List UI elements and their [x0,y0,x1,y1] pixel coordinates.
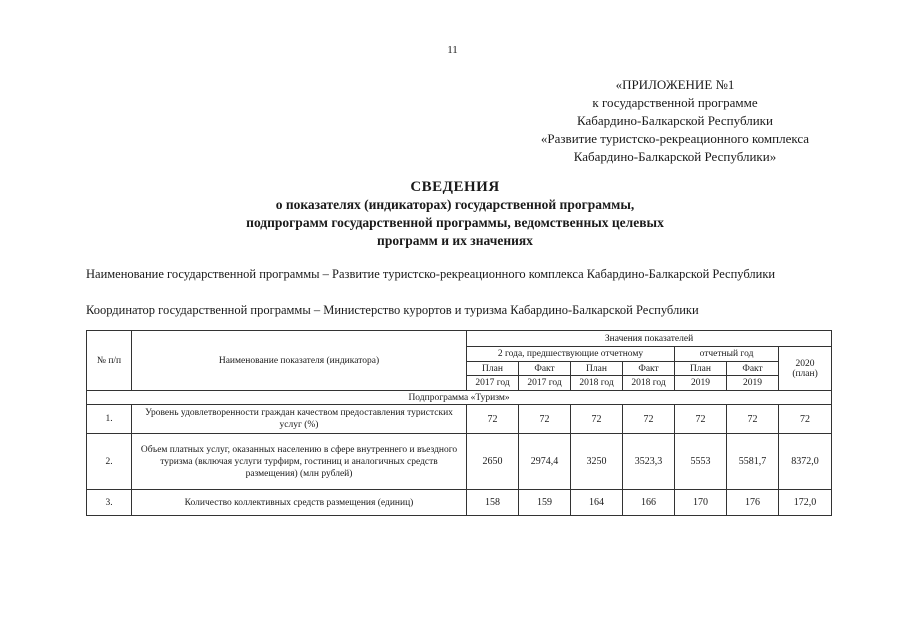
value-cell: 3523,3 [623,434,675,490]
appendix-line: к государственной программе [592,95,758,110]
table-row [87,434,832,490]
header-year: 2019 [727,376,779,391]
subprogram-title: Подпрограмма «Туризм» [87,391,832,405]
value-cell: 176 [727,490,779,516]
header-plan: План [467,362,519,376]
header-fact: Факт [519,362,571,376]
value-cell: 72 [571,405,623,434]
header-fact: Факт [727,362,779,376]
header-plan: План [675,362,727,376]
value-cell: 172,0 [779,490,832,516]
header-values-group: Значения показателей [467,331,832,347]
indicator-name: Количество коллективных средств размещения (единиц) [132,490,467,516]
indicators-table [86,330,832,516]
table-row [87,405,832,434]
header-year: 2017 год [467,376,519,391]
document-subtitle: о показателях (индикаторах) государственной программы, подпрограмм государственной программы, ведомственных целевых программ и их значениях [246,197,664,248]
indicator-name: Объем платных услуг, оказанных населению в сфере внутреннего и въездного туризма (включая услуги турфирм, гостиниц и аналогичных средств размещения) (млн рублей) [132,434,467,490]
program-name: Наименование государственной программы – Развитие туристско-рекреационного комплекса Кабардино-Балкарской Республики [86,267,776,281]
value-cell: 72 [467,405,519,434]
value-cell: 8372,0 [779,434,832,490]
header-prev-years: 2 года, предшествующие отчетному [467,347,675,362]
header-num: № п/п [87,331,132,391]
value-cell: 2974,4 [519,434,571,490]
value-cell: 2650 [467,434,519,490]
title-block [140,178,770,250]
value-cell: 72 [779,405,832,434]
row-num: 1. [87,405,132,434]
value-cell: 72 [727,405,779,434]
value-cell: 170 [675,490,727,516]
value-cell: 72 [623,405,675,434]
header-indicator-name: Наименование показателя (индикатора) [132,331,467,391]
page-number: 11 [447,44,458,56]
header-year: 2017 год [519,376,571,391]
appendix-line: «ПРИЛОЖЕНИЕ №1 [615,77,735,92]
header-fact: Факт [623,362,675,376]
header-report-year: отчетный год [675,347,779,362]
header-plan-2020: 2020 (план) [779,347,832,391]
value-cell: 72 [675,405,727,434]
header-year: 2018 год [623,376,675,391]
value-cell: 159 [519,490,571,516]
appendix-line: Кабардино-Балкарской Республики [577,113,773,128]
header-plan: План [571,362,623,376]
value-cell: 166 [623,490,675,516]
row-num: 3. [87,490,132,516]
value-cell: 158 [467,490,519,516]
program-coordinator: Координатор государственной программы – Министерство курортов и туризма Кабардино-Балкарской Республики [86,303,699,317]
appendix-heading [470,76,880,166]
value-cell: 72 [519,405,571,434]
table-row [87,490,832,516]
value-cell: 5553 [675,434,727,490]
appendix-line: Кабардино-Балкарской Республики» [573,149,777,164]
document-title: СВЕДЕНИЯ [410,179,500,195]
value-cell: 5581,7 [727,434,779,490]
appendix-line: «Развитие туристско-рекреационного комплекса [540,131,810,146]
row-num: 2. [87,434,132,490]
value-cell: 164 [571,490,623,516]
indicator-name: Уровень удовлетворенности граждан качеством предоставления туристских услуг (%) [132,405,467,434]
value-cell: 3250 [571,434,623,490]
header-year: 2018 год [571,376,623,391]
header-year: 2019 [675,376,727,391]
